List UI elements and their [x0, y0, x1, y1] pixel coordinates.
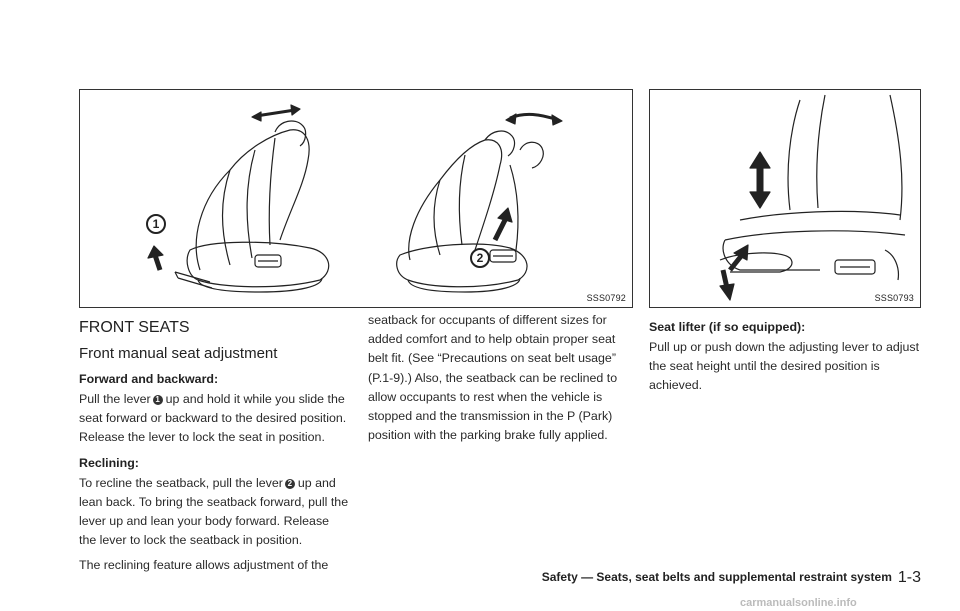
badge-1: 1	[153, 395, 163, 405]
page-number: 1-3	[897, 569, 921, 586]
footer-section: Safety — Seats, seat belts and supplemental restraint system	[541, 570, 892, 584]
text-forward-pre: Pull the lever	[79, 392, 151, 406]
text-forward-post: up and hold it while you slide the seat forward or backward to the desired position. Release the lever to lock the seat in position.	[79, 392, 347, 445]
text-column-3	[649, 318, 921, 402]
text-column-2	[368, 311, 632, 451]
figure-code-1: SSS0792	[586, 293, 626, 303]
figure-code-2: SSS0793	[874, 293, 914, 303]
page-footer	[542, 569, 921, 587]
badge-2: 2	[285, 479, 295, 489]
section-title: FRONT SEATS	[79, 319, 190, 336]
heading-seat-lifter: Seat lifter (if so equipped):	[649, 320, 806, 334]
text-reclining-post: up and lean back. To bring the seatback forward, pull the lever up and lean your body forward. Release the lever to lock the seatback in position.	[79, 475, 349, 548]
heading-reclining: Reclining:	[79, 455, 139, 470]
paragraph-seat-lifter: Pull up or push down the adjusting lever to adjust the seat height until the desired position is achieved.	[649, 340, 920, 393]
paragraph-reclining-2: The reclining feature allows adjustment of the	[79, 558, 329, 573]
paragraph-reclining-cont: seatback for occupants of different sizes for added comfort and to help obtain proper seat belt fit. (See “Precautions on seat belt usage” (P.1-9).) Also, the seatback can be reclined to allow occupants to rest when the vehicle is stopped and the transmission in the P (Park) position with the parking brake fully applied.	[368, 313, 618, 443]
callout-2: 2	[470, 248, 490, 268]
figure-seat-lifter	[649, 89, 921, 308]
paragraph-reclining	[79, 474, 349, 551]
watermark: carmanualsonline.info	[740, 597, 857, 609]
seat-illustration-2	[650, 90, 921, 308]
seat-illustration-1	[80, 90, 633, 308]
text-reclining-pre: To recline the seatback, pull the lever	[79, 475, 283, 490]
heading-forward-backward: Forward and backward:	[79, 372, 219, 386]
callout-1: 1	[146, 214, 166, 234]
subsection-title: Front manual seat adjustment	[79, 345, 278, 362]
figure-seat-adjustment	[79, 89, 633, 308]
text-column-1	[79, 318, 349, 582]
paragraph-forward	[79, 390, 349, 448]
